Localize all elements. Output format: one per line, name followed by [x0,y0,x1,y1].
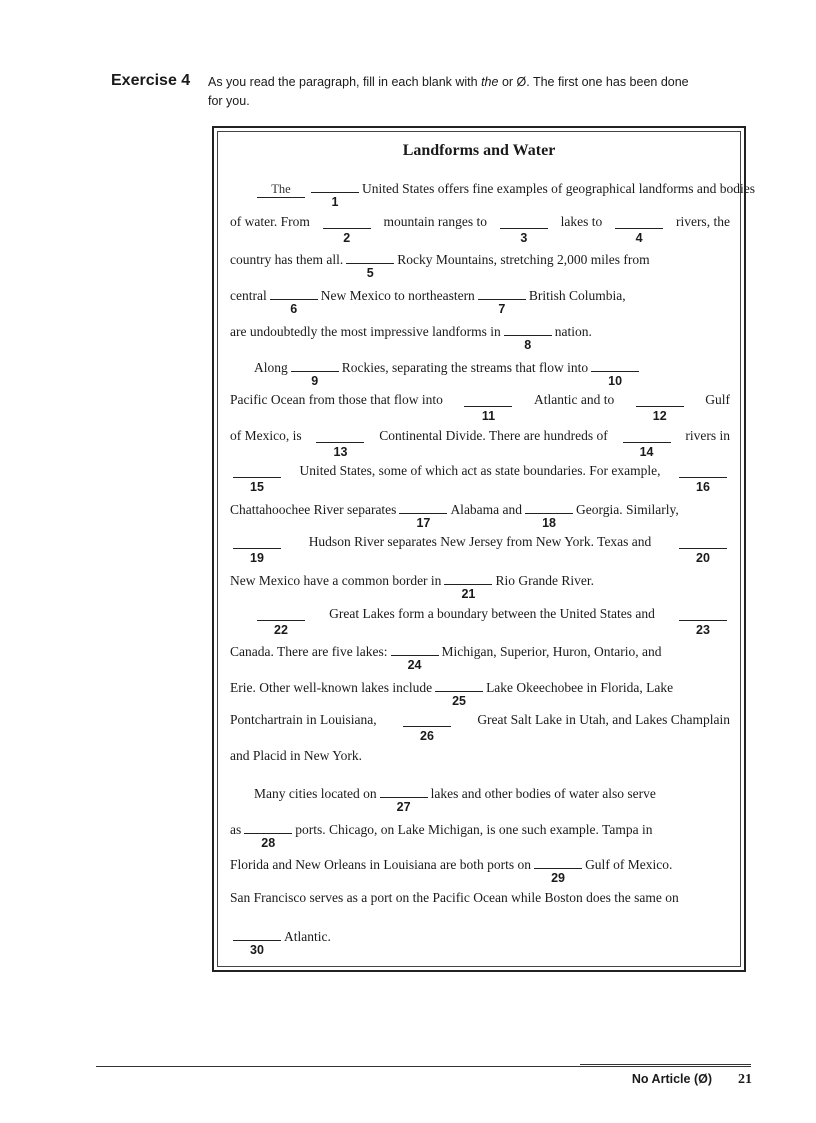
answer-blank-2[interactable] [323,214,371,245]
blank-number: 20 [696,551,710,565]
footer-rule-short [580,1064,751,1065]
instruction-the: the [481,75,499,89]
paragraph-text: Atlantic. [284,929,331,944]
answer-blank-25[interactable] [435,677,483,708]
answer-blank-6[interactable] [270,285,318,316]
blank-number: 19 [250,551,264,565]
paragraph-text: New Mexico have a common border in [230,573,442,588]
paragraph-text: Canada. There are five lakes: [230,644,388,659]
paragraph-text: Pontchartrain in Louisiana, [230,712,377,727]
answer-blank-22[interactable] [257,606,305,637]
paragraph-line [254,178,756,209]
blank-number: 8 [524,338,532,352]
blank-number: 28 [261,836,276,850]
paragraph-line [230,926,730,957]
blank-number: 1 [331,195,339,209]
paragraph-text: Georgia. Similarly, [576,502,679,517]
blank-number: 21 [461,587,476,601]
answer-blank-8[interactable] [504,321,552,352]
instruction-text-c: for you. [208,94,250,108]
answer-blank-7[interactable] [478,285,526,316]
paragraph-line [230,748,730,764]
paragraph-text: Along [254,360,288,375]
paragraph-text: mountain ranges to [383,214,488,229]
blank-number: 15 [250,480,264,494]
paragraph-line [230,712,730,743]
blank-number: 22 [274,623,288,637]
instruction-text-a: As you read the paragraph, fill in each blank with [208,75,482,89]
footer-rule [96,1066,751,1067]
paragraph-text: Chattahoochee River separates [230,502,397,517]
paragraph-text: Gulf of Mexico. [585,857,673,872]
paragraph-line [230,428,730,459]
blank-number: 14 [639,445,654,459]
blank-number: 29 [551,871,566,885]
exercise-instructions [208,73,748,111]
paragraph-text: British Columbia, [528,288,626,303]
blank-number: 16 [696,480,710,494]
paragraph-line [230,641,730,672]
answer-blank-5[interactable] [346,249,394,280]
paragraph-text: Alabama and [450,502,523,517]
paragraph-text: and Placid in New York. [230,748,362,763]
answer-blank-19[interactable] [233,534,281,565]
exercise-heading: Exercise 4 [111,72,191,89]
paragraph-text: Atlantic and to [533,392,615,407]
blank-number: 5 [366,266,374,280]
answer-blank-28[interactable] [244,819,292,850]
paragraph-line [230,285,730,316]
blank-number: 26 [420,729,434,743]
paragraph-text: Rio Grande River. [495,573,595,588]
paragraph-text: Michigan, Superior, Huron, Ontario, and [441,644,662,659]
blank-number: 11 [481,409,496,423]
paragraph-text: Lake Okeechobee in Florida, Lake [486,680,674,695]
paragraph-line [230,570,730,601]
paragraph-line [254,606,730,637]
blank-number: 9 [311,374,319,388]
box-title: Landforms and Water [402,142,556,159]
paragraph-text: are undoubtedly the most impressive landforms in [230,324,501,339]
answer-blank-20[interactable] [679,534,727,565]
blank-number: 27 [396,800,411,814]
answer-blank-10[interactable] [591,357,639,388]
paragraph-line [230,214,730,245]
answer-blank-1[interactable] [311,178,359,209]
answer-blank-24[interactable] [391,641,439,672]
paragraph-line [230,392,730,423]
answer-blank-23[interactable] [679,606,727,637]
blank-number: 4 [635,231,643,245]
paragraph-text: rivers in [685,428,730,443]
answer-blank-14[interactable] [623,428,671,459]
answer-blank-21[interactable] [444,570,492,601]
paragraph-line [230,890,730,906]
answer-blank-13[interactable] [316,428,364,459]
paragraph-text: Continental Divide. There are hundreds of [379,428,608,443]
paragraph-text: Florida and New Orleans in Louisiana are both ports on [230,857,532,872]
paragraph-line [230,463,730,494]
paragraph-line [230,819,730,850]
footer-section: No Article (Ø) [631,1072,712,1086]
paragraph-text: United States, some of which act as state boundaries. For example, [299,463,661,478]
paragraph-line [230,321,730,352]
paragraph-text: Rockies, separating the streams that flow into [341,360,589,375]
answer-blank-16[interactable] [679,463,727,494]
paragraph-text: Hudson River separates New Jersey from New York. Texas and [308,534,652,549]
paragraph-text: United States offers fine examples of geographical landforms and bodies [362,181,756,196]
paragraph-text: San Francisco serves as a port on the Pacific Ocean while Boston does the same on [230,890,679,905]
blank-number: 13 [333,445,348,459]
blank-number: 17 [416,516,431,530]
paragraph-text: rivers, the [675,214,730,229]
blank-number: 30 [250,943,264,957]
paragraph-text: Great Salt Lake in Utah, and Lakes Champlain [477,712,730,727]
paragraph-text: nation. [554,324,592,339]
paragraph-text: as [230,822,242,837]
blank-number: 10 [608,374,623,388]
paragraph-text: Rocky Mountains, stretching 2,000 miles from [397,252,650,267]
paragraph-text: lakes and other bodies of water also serve [430,786,656,801]
paragraph-text: ports. Chicago, on Lake Michigan, is one such example. Tampa in [295,822,653,837]
answer-blank-example: The [257,183,305,198]
instruction-text-b: or Ø. The first one has been done [498,75,689,89]
paragraph-text: Pacific Ocean from those that flow into [230,392,443,407]
blank-number: 3 [520,231,528,245]
paragraph-text: country has them all. [230,252,344,267]
paragraph-line [230,499,730,530]
paragraph-line [230,249,730,280]
exercise-box [212,126,756,972]
paragraph-text: of water. From [230,214,310,229]
paragraph-line [254,357,730,388]
blank-number: 7 [498,302,506,316]
blank-number: 12 [652,409,667,423]
paragraph-text: Many cities located on [254,786,377,801]
paragraph-text: lakes to [560,214,603,229]
blank-number: 6 [290,302,298,316]
answer-blank-11[interactable] [464,392,512,423]
blank-number: 24 [407,658,422,672]
blank-number: 18 [542,516,556,530]
footer [632,1072,752,1088]
page-number: 21 [738,1072,752,1087]
paragraph-line [254,783,730,814]
blank-number: 23 [696,623,710,637]
paragraph-text: central [230,288,267,303]
paragraph-text: Gulf [705,392,730,407]
blank-number: 2 [343,231,351,245]
paragraph-line [230,854,730,885]
paragraph-line [230,677,730,708]
paragraph-text: of Mexico, is [230,428,302,443]
answer-blank-17[interactable] [399,499,447,530]
answer-blank-4[interactable] [615,214,663,245]
answer-blank-9[interactable] [291,357,339,388]
answer-blank-30[interactable] [233,926,281,957]
blank-number: 25 [452,694,467,708]
answer-blank-29[interactable] [534,854,582,885]
answer-blank-3[interactable] [500,214,548,245]
answer-blank-26[interactable] [403,712,451,743]
answer-blank-12[interactable] [636,392,684,423]
answer-blank-15[interactable] [233,463,281,494]
paragraph-text: Great Lakes form a boundary between the United States and [329,606,655,621]
paragraph-text: New Mexico to northeastern [320,288,475,303]
paragraph-text: Erie. Other well-known lakes include [230,680,433,695]
paragraph-line [230,534,730,565]
answer-blank-18[interactable] [525,499,573,530]
answer-blank-27[interactable] [380,783,428,814]
